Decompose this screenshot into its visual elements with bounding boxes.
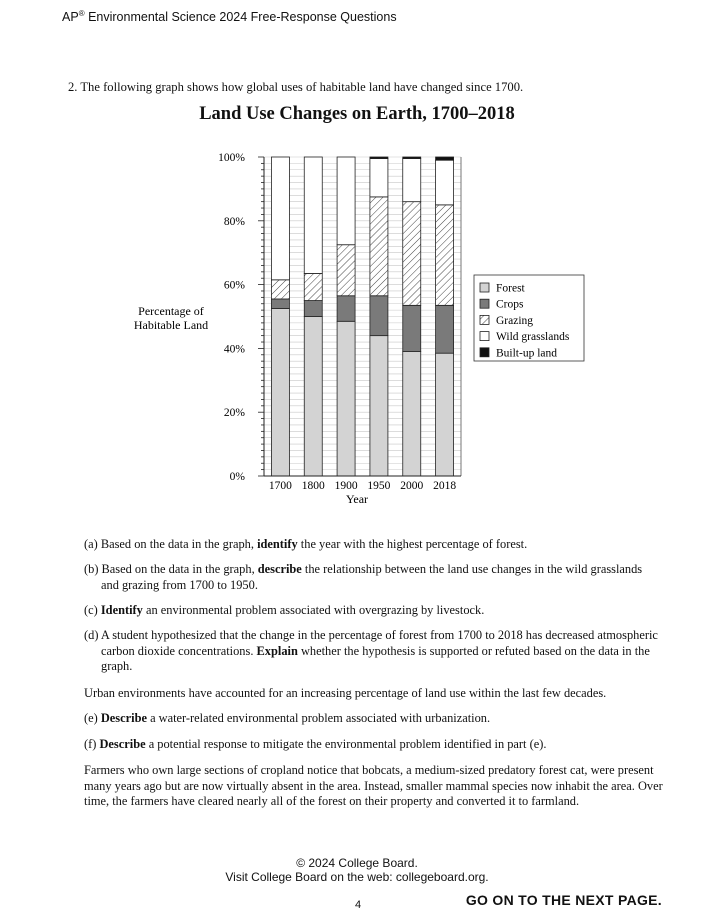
bar-wild-grasslands-2018 <box>436 160 454 205</box>
bar-wild-grasslands-1950 <box>370 159 388 197</box>
x-tick-label: 1700 <box>268 480 292 492</box>
bar-wild-grasslands-1700 <box>271 157 289 280</box>
chart-bars <box>269 157 456 492</box>
part-a: (a) Based on the data in the graph, identify the year with the highest percentage of forest. <box>84 537 528 551</box>
y-tick-label: 20% <box>223 407 245 420</box>
bar-built-up-land-1950 <box>370 157 388 159</box>
bar-grazing-1900 <box>337 245 355 296</box>
legend-label: Crops <box>496 298 524 311</box>
bar-wild-grasslands-2000 <box>403 159 421 202</box>
bar-grazing-1950 <box>370 197 388 296</box>
bar-forest-2018 <box>436 353 454 476</box>
bar-forest-1800 <box>304 317 322 477</box>
bar-crops-2000 <box>403 305 421 351</box>
x-tick-label: 1900 <box>334 480 358 492</box>
bar-built-up-land-2000 <box>403 157 421 159</box>
bar-crops-1800 <box>304 301 322 317</box>
legend-label: Wild grasslands <box>496 331 570 344</box>
go-on-notice: GO ON TO THE NEXT PAGE. <box>465 892 662 908</box>
legend-swatch <box>480 332 489 341</box>
x-tick-label: 2018 <box>433 480 457 492</box>
bar-crops-2018 <box>436 305 454 353</box>
chart-legend <box>474 275 584 361</box>
footer-visit: Visit College Board on the web: collegeboard.org. <box>225 870 489 884</box>
bar-grazing-2018 <box>436 205 454 305</box>
y-axis-label-line2: Habitable Land <box>133 318 209 332</box>
bar-grazing-1700 <box>271 280 289 299</box>
bar-crops-1700 <box>271 299 289 309</box>
x-tick-label: 1950 <box>367 480 391 492</box>
y-tick-label: 100% <box>218 152 245 164</box>
legend-swatch <box>480 299 489 308</box>
bar-grazing-1800 <box>304 273 322 300</box>
part-d: (d) A student hypothesized that the change in the percentage of forest from 1700 to 2018 has decreased atmospheric carbon dioxide concentrations. Explain whether the hypothesis is supported or refuted based on the data in the graph. <box>84 628 658 674</box>
part-f: (f) Describe a potential response to mitigate the environmental problem identified in part (e). <box>84 737 547 751</box>
y-tick-label: 80% <box>223 215 245 228</box>
y-axis-label-line1: Percentage of <box>138 304 204 318</box>
bar-forest-1700 <box>271 309 289 476</box>
bar-forest-1900 <box>337 321 355 476</box>
legend-swatch <box>480 315 489 324</box>
x-tick-label: 2000 <box>400 480 424 492</box>
bar-wild-grasslands-1800 <box>304 157 322 273</box>
page-header: AP® Environmental Science 2024 Free-Response Questions <box>62 9 397 25</box>
bar-forest-2000 <box>403 352 421 476</box>
legend-swatch <box>480 348 489 357</box>
part-e: (e) Describe a water-related environmental problem associated with urbanization. <box>84 711 491 725</box>
page-number: 4 <box>355 899 362 911</box>
chart-gridlines <box>264 157 461 476</box>
chart-title: Land Use Changes on Earth, 1700–2018 <box>199 104 515 124</box>
question-intro: 2. The following graph shows how global uses of habitable land have changed since 1700. <box>68 80 524 94</box>
footer-copyright: © 2024 College Board. <box>296 856 418 870</box>
bar-forest-1950 <box>370 336 388 476</box>
legend-label: Forest <box>496 282 525 295</box>
x-axis-label: Year <box>345 492 369 506</box>
bar-grazing-2000 <box>403 202 421 306</box>
x-tick-label: 1800 <box>301 480 325 492</box>
urban-context: Urban environments have accounted for an increasing percentage of land use within the last few decades. <box>84 686 607 700</box>
part-b: (b) Based on the data in the graph, describe the relationship between the land use changes in the wild grasslands and grazing from 1700 to 1950. <box>84 562 643 592</box>
bar-wild-grasslands-1900 <box>337 157 355 245</box>
legend-swatch <box>480 283 489 292</box>
y-tick-label: 40% <box>223 343 245 356</box>
legend-label: Grazing <box>496 314 534 327</box>
y-tick-label: 60% <box>223 279 245 292</box>
bar-built-up-land-2018 <box>436 157 454 160</box>
bar-crops-1950 <box>370 296 388 336</box>
bar-crops-1900 <box>337 296 355 322</box>
farmers-context: Farmers who own large sections of cropland notice that bobcats, a medium-sized predatory forest cat, were present many years ago but are now virtually absent in the area. Instead, smaller mammal species now inhabit the area. Over time, the farmers have cleared nearly all of the forest on their property and converted it to farmland. <box>84 763 663 809</box>
legend-label: Built-up land <box>496 347 558 360</box>
y-tick-label: 0% <box>229 471 245 483</box>
part-c: (c) Identify an environmental problem associated with overgrazing by livestock. <box>84 603 485 617</box>
